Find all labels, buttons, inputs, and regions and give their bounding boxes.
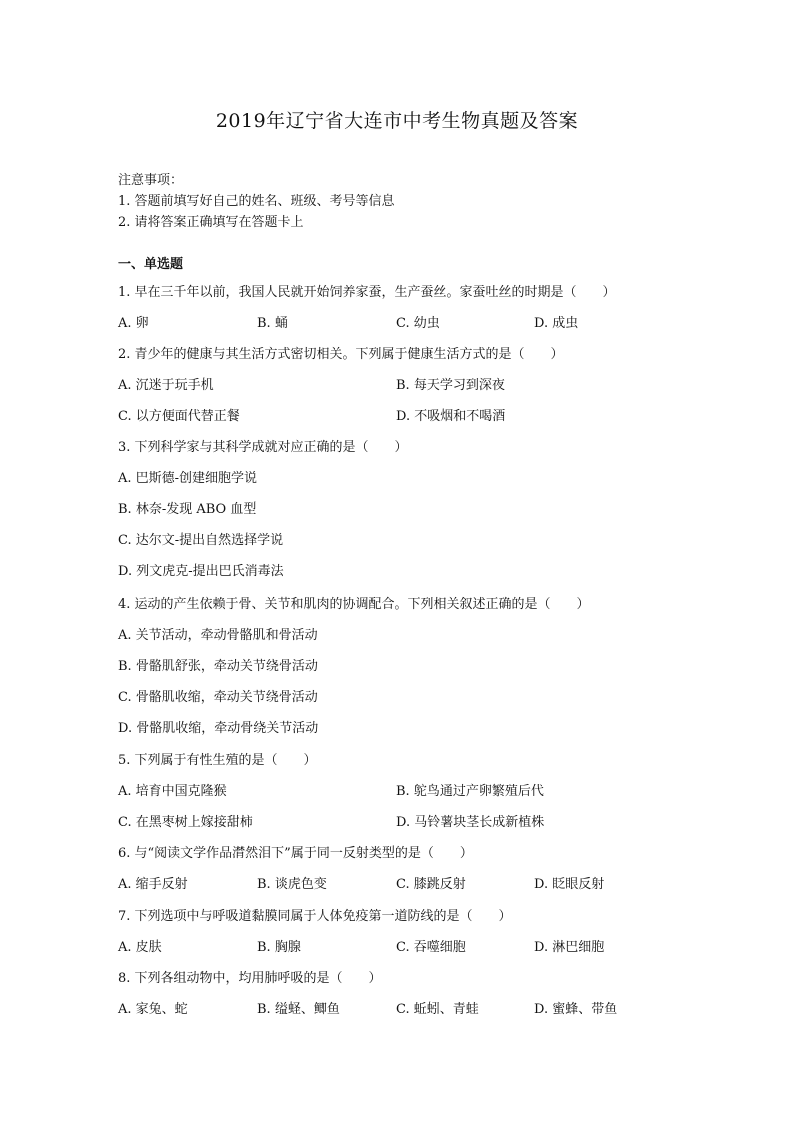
option-d: D. 不吸烟和不喝酒 bbox=[396, 409, 506, 424]
notes-item: 1. 答题前填写好自己的姓名、班级、考号等信息 bbox=[118, 194, 395, 209]
option-a: A. 皮肤 bbox=[118, 940, 162, 955]
option-b: B. 林奈-发现 ABO 血型 bbox=[118, 502, 257, 517]
option-b: B. 蛹 bbox=[257, 316, 288, 331]
option-b: B. 骨骼肌舒张，牵动关节绕骨活动 bbox=[118, 659, 318, 674]
question-5-options-row2 bbox=[118, 811, 678, 831]
notes-heading: 注意事项： bbox=[118, 173, 184, 188]
option-a: A. 关节活动，牵动骨骼肌和骨活动 bbox=[118, 628, 318, 643]
option-a: A. 卵 bbox=[118, 316, 149, 331]
option-c: C. 达尔文-提出自然选择学说 bbox=[118, 533, 284, 548]
option-d: D. 列文虎克-提出巴氏消毒法 bbox=[118, 564, 284, 579]
section-heading: 一、单选题 bbox=[118, 257, 184, 272]
question-1-stem: 1. 早在三千年以前，我国人民就开始饲养家蚕，生产蚕丝。家蚕吐丝的时期是（ ） bbox=[118, 285, 616, 300]
question-1-options bbox=[118, 312, 678, 332]
notes-item: 2. 请将答案正确填写在答题卡上 bbox=[118, 215, 304, 230]
question-5-stem: 5. 下列属于有性生殖的是（ ） bbox=[118, 753, 317, 768]
option-c: C. 膝跳反射 bbox=[396, 877, 466, 892]
question-7-options bbox=[118, 936, 678, 956]
option-a: A. 家兔、蛇 bbox=[118, 1002, 188, 1017]
page-title: 2019年辽宁省大连市中考生物真题及答案 bbox=[215, 110, 579, 132]
question-7-stem: 7. 下列选项中与呼吸道黏膜同属于人体免疫第一道防线的是（ ） bbox=[118, 909, 512, 924]
option-d: D. 成虫 bbox=[534, 316, 579, 331]
option-d: D. 眨眼反射 bbox=[534, 877, 605, 892]
option-c: C. 幼虫 bbox=[396, 316, 440, 331]
option-a: A. 培育中国克隆猴 bbox=[118, 784, 227, 799]
question-2-options-row2 bbox=[118, 405, 678, 425]
option-c: C. 蚯蚓、青蛙 bbox=[396, 1002, 479, 1017]
question-6-options bbox=[118, 873, 678, 893]
notes-block bbox=[118, 170, 395, 233]
option-a: A. 巴斯德-创建细胞学说 bbox=[118, 471, 258, 486]
question-4-stem: 4. 运动的产生依赖于骨、关节和肌肉的协调配合。下列相关叙述正确的是（ ） bbox=[118, 597, 590, 612]
option-b: B. 鸵鸟通过产卵繁殖后代 bbox=[396, 784, 544, 799]
option-b: B. 谈虎色变 bbox=[257, 877, 327, 892]
option-d: D. 蜜蜂、带鱼 bbox=[534, 1002, 618, 1017]
option-d: D. 淋巴细胞 bbox=[534, 940, 605, 955]
option-b: B. 缢蛏、鲫鱼 bbox=[257, 1002, 340, 1017]
question-2-stem: 2. 青少年的健康与其生活方式密切相关。下列属于健康生活方式的是（ ） bbox=[118, 347, 564, 362]
option-d: D. 骨骼肌收缩，牵动骨绕关节活动 bbox=[118, 721, 319, 736]
option-b: B. 胸腺 bbox=[257, 940, 301, 955]
option-a: A. 沉迷于玩手机 bbox=[118, 378, 214, 393]
option-a: A. 缩手反射 bbox=[118, 877, 188, 892]
question-2-options-row1 bbox=[118, 374, 678, 394]
option-d: D. 马铃薯块茎长成新植株 bbox=[396, 815, 545, 830]
option-c: C. 在黑枣树上嫁接甜柿 bbox=[118, 815, 253, 830]
option-b: B. 每天学习到深夜 bbox=[396, 378, 505, 393]
option-c: C. 骨骼肌收缩，牵动关节绕骨活动 bbox=[118, 690, 318, 705]
question-3-stem: 3. 下列科学家与其科学成就对应正确的是（ ） bbox=[118, 440, 408, 455]
question-8-stem: 8. 下列各组动物中，均用肺呼吸的是（ ） bbox=[118, 971, 382, 986]
question-5-options-row1 bbox=[118, 780, 678, 800]
option-c: C. 吞噬细胞 bbox=[396, 940, 466, 955]
question-6-stem: 6. 与“阅读文学作品潸然泪下”属于同一反射类型的是（ ） bbox=[118, 846, 473, 861]
option-c: C. 以方便面代替正餐 bbox=[118, 409, 240, 424]
question-8-options bbox=[118, 998, 678, 1018]
